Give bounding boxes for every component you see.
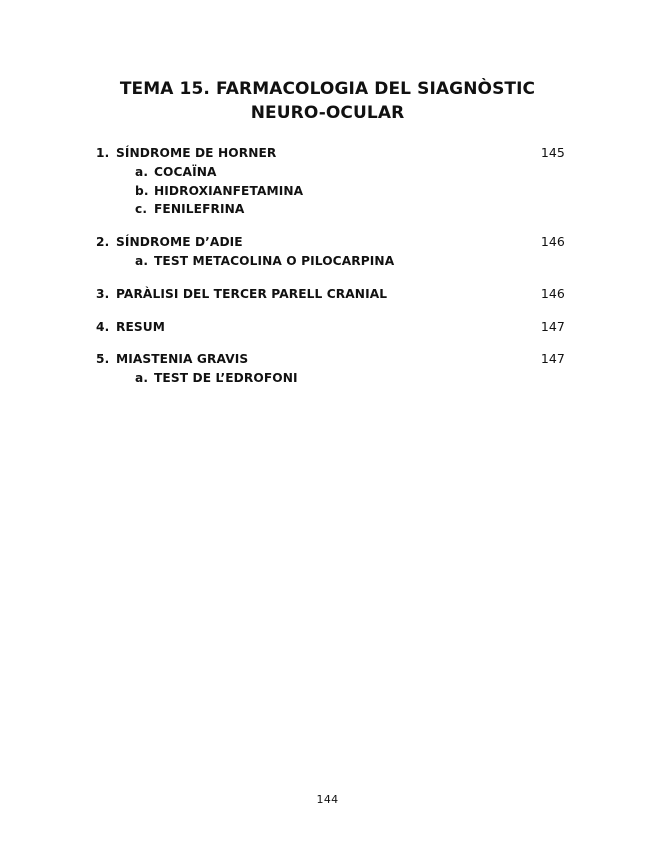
toc-subentry-label: COCAÏNA [154,164,217,179]
toc-section-1 [96,144,566,219]
toc-subentry-label: FENILEFRINA [154,202,245,217]
toc-subentry-label: TEST METACOLINA O PILOCARPINA [154,253,395,268]
toc-entry-page: 147 [540,351,565,367]
toc-entry-page: 146 [540,285,565,301]
toc-section-5 [96,350,566,388]
toc-entry [96,285,566,304]
toc-entry-label: SÍNDROME DE HORNER [116,146,277,160]
table-of-contents [96,144,566,402]
page-number: 144 [316,793,339,806]
toc-entry-page: 145 [540,145,565,160]
toc-entry [96,144,566,163]
toc-entry [96,318,566,337]
toc-entry-label: RESUM [116,319,166,334]
page-title-line-1: TEMA 15. FARMACOLOGIA DEL SIAGNÒSTIC [119,79,536,99]
toc-entry-page: 146 [540,234,565,250]
toc-subentry [96,163,566,182]
toc-entry-number: 1. [96,146,110,160]
toc-entry-page: 147 [540,318,565,334]
toc-entry [96,350,566,369]
toc-subentry [96,252,566,271]
toc-subentry [96,182,566,201]
toc-section-4 [96,318,566,337]
toc-entry-number: 5. [96,352,110,367]
toc-entry-number: 3. [96,286,110,301]
toc-subentry-letter: a. [135,164,149,179]
toc-subentry-label: HIDROXIANFETAMINA [154,183,304,198]
toc-subentry-label: TEST DE L’EDROFONI [154,371,298,386]
toc-subentry-letter: c. [135,202,148,217]
toc-section-2 [96,233,566,271]
toc-entry-label: MIASTENIA GRAVIS [116,352,249,367]
toc-entry-number: 2. [96,235,110,250]
toc-entry-label: PARÀLISI DEL TERCER PARELL CRANIAL [116,286,388,301]
toc-entry-number: 4. [96,319,110,334]
toc-entry-label: SÍNDROME D’ADIE [116,235,243,250]
toc-entry [96,233,566,252]
toc-section-3 [96,285,566,304]
toc-subentry-letter: a. [135,253,149,268]
toc-subentry [96,200,566,219]
toc-subentry-letter: b. [135,183,149,198]
toc-subentry-letter: a. [135,371,149,386]
toc-subentry [96,369,566,388]
page-title-line-2: NEURO-OCULAR [250,103,405,123]
